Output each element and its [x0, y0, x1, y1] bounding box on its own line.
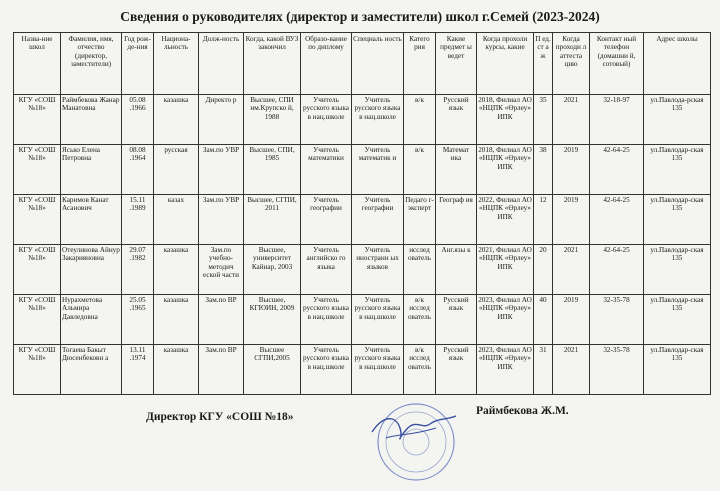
table-cell: Высшее СГПИ,2005: [244, 345, 301, 395]
table-cell: Учитель географии: [352, 195, 404, 245]
column-header: Контакт ный телефон (домашни й, сотовый): [590, 33, 644, 95]
table-cell: Учитель математики: [301, 145, 352, 195]
table-cell: КГУ «СОШ №18»: [14, 245, 61, 295]
table-cell: Учитель русского языка в нац.школе: [352, 345, 404, 395]
column-header: Катего рия: [404, 33, 436, 95]
column-header: Какие предмет ы ведет: [436, 33, 477, 95]
table-cell: Зам.по ВР: [199, 345, 244, 395]
table-cell: Русский язык: [436, 295, 477, 345]
column-header: Когда проходи л аттеста цию: [553, 33, 590, 95]
column-header: Образо-вание по диплому: [301, 33, 352, 95]
table-cell: Учитель русского языка в нац.школе: [352, 95, 404, 145]
table-row: [14, 195, 711, 245]
table-cell: КГУ «СОШ №18»: [14, 295, 61, 345]
table-cell: 40: [534, 295, 553, 345]
column-header: П ед. ст а ж: [534, 33, 553, 95]
table-cell: 08.08 .1964: [122, 145, 154, 195]
table-cell: Высшее, СПИ им.Крупско й, 1988: [244, 95, 301, 145]
table-cell: 2021: [553, 245, 590, 295]
table-cell: 2021: [553, 95, 590, 145]
document-title: Сведения о руководителях (директор и заместители) школ г.Семей (2023-2024): [120, 9, 600, 24]
table-cell: 2023, Филиал АО «НЦПК «Өрлеу» ИПК: [477, 345, 534, 395]
table-row: [14, 95, 711, 145]
column-header: Национа-льность: [154, 33, 199, 95]
table-cell: казашка: [154, 245, 199, 295]
leaders-table: [13, 32, 711, 395]
table-cell: Зам.по ВР: [199, 295, 244, 345]
table-cell: Анг.язы к: [436, 245, 477, 295]
table-cell: Зам.по УВР: [199, 145, 244, 195]
table-cell: 2021: [553, 345, 590, 395]
table-cell: в/к: [404, 145, 436, 195]
table-cell: 25.05 .1965: [122, 295, 154, 345]
table-cell: Высшее, университет Кайнар, 2003: [244, 245, 301, 295]
table-cell: 15.11 .1989: [122, 195, 154, 245]
table-cell: Учитель русского языка в нац.школе: [301, 295, 352, 345]
table-cell: казашка: [154, 95, 199, 145]
table-cell: 12: [534, 195, 553, 245]
table-cell: 29.07 .1982: [122, 245, 154, 295]
table-cell: 32-35-78: [590, 295, 644, 345]
table-cell: 32-35-78: [590, 345, 644, 395]
table-cell: в/к исслед ователь: [404, 345, 436, 395]
column-header: Специаль ность: [352, 33, 404, 95]
table-cell: 2021, Филиал АО «НЦПК «Өрлеу» ИПК: [477, 245, 534, 295]
table-cell: Зам.по УВР: [199, 195, 244, 245]
table-cell: казашка: [154, 345, 199, 395]
table-cell: 2023, Филиал АО «НЦПК «Өрлеу» ИПК: [477, 295, 534, 345]
table-cell: Нурахметова Альмира Давледовна: [61, 295, 122, 345]
table-row: [14, 295, 711, 345]
school-stamp-signature: [366, 394, 458, 486]
table-cell: 2018, Филиал АО «НЦПК «Өрлеу» ИПК: [477, 95, 534, 145]
table-cell: Учитель русского языка в нац.школе: [301, 345, 352, 395]
table-cell: 2022, Филиал АО «НЦПК «Өрлеу» ИПК: [477, 195, 534, 245]
table-cell: Высшее, КГЮИН, 2009: [244, 295, 301, 345]
column-header: Назва-ние школ: [14, 33, 61, 95]
table-cell: Директо р: [199, 95, 244, 145]
table-cell: казашка: [154, 295, 199, 345]
table-cell: 35: [534, 95, 553, 145]
table-cell: Высшее, СПИ, 1985: [244, 145, 301, 195]
table-cell: Отеулинова Айнур Закарияновна: [61, 245, 122, 295]
table-cell: Тогаева Бакыт Дюсенбековн а: [61, 345, 122, 395]
table-cell: Географ ия: [436, 195, 477, 245]
table-cell: Каримов Канат Асанович: [61, 195, 122, 245]
table-cell: Учитель английско го языка: [301, 245, 352, 295]
table-cell: 20: [534, 245, 553, 295]
table-header-row: [14, 33, 711, 95]
table-cell: ул.Павлодар-ская 135: [644, 345, 711, 395]
table-cell: 2018, Филиал АО «НЦПК «Өрлеу» ИПК: [477, 145, 534, 195]
table-cell: Высшее, СГПИ, 2011: [244, 195, 301, 245]
table-cell: русская: [154, 145, 199, 195]
table-cell: Учитель русского языка в нац.школе: [352, 295, 404, 345]
table-cell: Педаго г-эксперт: [404, 195, 436, 245]
table-cell: Учитель географии: [301, 195, 352, 245]
table-cell: Русский язык: [436, 345, 477, 395]
table-cell: 05.08 .1966: [122, 95, 154, 145]
table-cell: КГУ «СОШ №18»: [14, 195, 61, 245]
table-cell: исслед ователь: [404, 245, 436, 295]
table-cell: Зам.по учебно-методич еской части: [199, 245, 244, 295]
table-cell: Русский язык: [436, 95, 477, 145]
table-cell: 31: [534, 345, 553, 395]
column-header: Фамилия, имя, отчество (директор, заместители): [61, 33, 122, 95]
table-cell: Математ ика: [436, 145, 477, 195]
table-row: [14, 245, 711, 295]
table-cell: 2019: [553, 145, 590, 195]
table-cell: 2019: [553, 195, 590, 245]
table-body: [14, 95, 711, 395]
table-cell: КГУ «СОШ №18»: [14, 345, 61, 395]
table-cell: Учитель русского языка в нац.школе: [301, 95, 352, 145]
table-cell: ул.Павлодар-ская 135: [644, 245, 711, 295]
table-row: [14, 345, 711, 395]
director-label: Директор КГУ «СОШ №18»: [146, 411, 294, 423]
table-cell: 2019: [553, 295, 590, 345]
table-cell: 42-64-25: [590, 145, 644, 195]
table-cell: 13.11 .1974: [122, 345, 154, 395]
table-cell: КГУ «СОШ №18»: [14, 95, 61, 145]
table-cell: Ясько Елена Петровна: [61, 145, 122, 195]
column-header: Год рож-де-ния: [122, 33, 154, 95]
table-cell: Учитель математик и: [352, 145, 404, 195]
table-cell: ул.Павлодар-ская 135: [644, 195, 711, 245]
table-cell: 42-64-25: [590, 195, 644, 245]
column-header: Долж-ность: [199, 33, 244, 95]
table-cell: в/к: [404, 95, 436, 145]
column-header: Когда прохоли курсы, какие: [477, 33, 534, 95]
table-cell: ул.Павлодар-ская 135: [644, 295, 711, 345]
table-cell: 32-18-97: [590, 95, 644, 145]
table-cell: ул.Павлодар-ская 135: [644, 145, 711, 195]
table-cell: 38: [534, 145, 553, 195]
table-row: [14, 145, 711, 195]
table-cell: Раймбекова Жанар Манатовна: [61, 95, 122, 145]
column-header: Когда, какой ВУЗ закончил: [244, 33, 301, 95]
column-header: Адрес школы: [644, 33, 711, 95]
table-cell: в/к исслед ователь: [404, 295, 436, 345]
table-cell: 42-64-25: [590, 245, 644, 295]
director-name: Раймбекова Ж.М.: [476, 405, 569, 417]
table-cell: ул.Павлода-рская 135: [644, 95, 711, 145]
table-cell: КГУ «СОШ №18»: [14, 145, 61, 195]
table-cell: Учитель иностранн ых языков: [352, 245, 404, 295]
table-cell: казах: [154, 195, 199, 245]
